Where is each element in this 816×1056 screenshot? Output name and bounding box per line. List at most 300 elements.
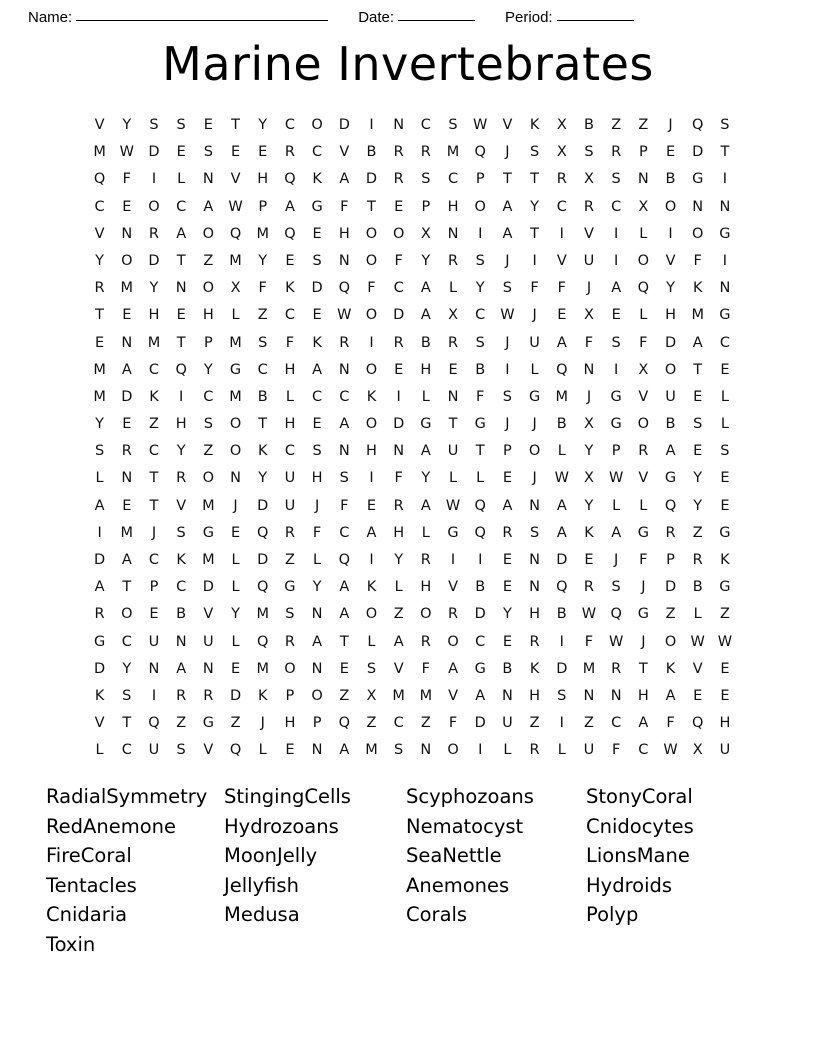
grid-cell[interactable]: R (203, 687, 214, 704)
grid-cell[interactable]: S (475, 252, 485, 269)
grid-cell[interactable]: A (284, 198, 295, 215)
grid-cell[interactable]: Z (203, 252, 214, 269)
grid-cell[interactable]: F (367, 280, 376, 297)
grid-cell[interactable]: Y (231, 606, 240, 623)
grid-cell[interactable]: S (312, 443, 322, 460)
grid-cell[interactable]: Z (366, 715, 377, 732)
grid-cell[interactable]: N (121, 225, 133, 242)
grid-cell[interactable]: T (530, 171, 540, 188)
grid-cell[interactable]: L (231, 307, 240, 324)
grid-cell[interactable]: I (478, 552, 483, 568)
grid-cell[interactable]: H (665, 307, 676, 324)
grid-cell[interactable]: R (420, 552, 431, 568)
grid-cell[interactable]: X (584, 416, 594, 433)
grid-cell[interactable]: L (231, 633, 240, 650)
grid-cell[interactable]: M (93, 144, 106, 161)
grid-cell[interactable]: F (340, 198, 349, 215)
grid-cell[interactable]: M (446, 144, 460, 161)
grid-cell[interactable]: J (586, 280, 592, 297)
grid-cell[interactable]: C (121, 742, 132, 759)
grid-cell[interactable]: F (693, 252, 702, 269)
grid-cell[interactable]: S (176, 524, 186, 541)
grid-cell[interactable]: S (203, 416, 213, 433)
grid-cell[interactable]: S (502, 388, 513, 405)
grid-cell[interactable]: Q (474, 144, 486, 161)
grid-cell[interactable]: A (665, 687, 676, 704)
grid-cell[interactable]: H (529, 687, 541, 704)
grid-cell[interactable]: D (664, 579, 677, 596)
grid-cell[interactable]: L (720, 416, 729, 433)
word-list-item[interactable]: Nematocyst (406, 814, 524, 838)
grid-cell[interactable]: S (529, 144, 540, 161)
grid-cell[interactable]: E (584, 552, 594, 568)
grid-cell[interactable]: A (611, 280, 622, 297)
grid-cell[interactable]: C (284, 307, 295, 324)
grid-cell[interactable]: C (176, 579, 187, 596)
word-list-item[interactable]: StingingCells (224, 785, 351, 808)
grid-cell[interactable]: O (664, 198, 677, 215)
grid-cell[interactable]: T (367, 198, 376, 215)
grid-cell[interactable]: W (663, 742, 678, 759)
grid-cell[interactable]: Q (474, 497, 486, 514)
word-list-item[interactable]: Jellyfish (224, 873, 299, 897)
grid-cell[interactable]: Q (229, 225, 242, 242)
grid-cell[interactable]: G (93, 633, 106, 650)
grid-cell[interactable]: Z (257, 307, 268, 324)
grid-cell[interactable]: Q (229, 742, 242, 759)
grid-cell[interactable]: C (284, 443, 295, 460)
grid-cell[interactable]: T (339, 633, 349, 650)
grid-cell[interactable]: H (257, 171, 269, 188)
grid-cell[interactable]: E (693, 443, 703, 460)
grid-cell[interactable]: R (447, 252, 459, 269)
grid-cell[interactable]: S (611, 171, 621, 188)
grid-cell[interactable]: E (720, 687, 730, 704)
grid-cell[interactable]: E (448, 361, 458, 378)
grid-cell[interactable]: E (665, 144, 676, 161)
grid-cell[interactable]: L (503, 742, 512, 759)
grid-cell[interactable]: B (556, 416, 567, 433)
grid-cell[interactable]: O (474, 198, 486, 215)
grid-cell[interactable]: U (203, 633, 214, 650)
grid-cell[interactable]: G (528, 388, 541, 405)
grid-cell[interactable]: Q (148, 715, 160, 732)
word-list-item[interactable]: Cnidaria (46, 903, 128, 927)
grid-cell[interactable]: A (203, 198, 214, 215)
grid-cell[interactable]: C (393, 715, 404, 732)
grid-cell[interactable]: G (610, 388, 622, 405)
grid-cell[interactable]: Z (203, 443, 214, 460)
grid-cell[interactable]: Q (664, 497, 677, 514)
grid-cell[interactable]: A (339, 579, 350, 596)
grid-cell[interactable]: L (720, 388, 729, 405)
grid-cell[interactable]: H (529, 606, 541, 623)
grid-cell[interactable]: P (421, 198, 431, 215)
grid-cell[interactable]: S (720, 443, 730, 460)
grid-cell[interactable]: T (176, 334, 186, 351)
grid-cell[interactable]: J (532, 470, 537, 487)
grid-cell[interactable]: R (583, 579, 594, 596)
grid-cell[interactable]: E (312, 307, 322, 324)
grid-cell[interactable]: C (94, 198, 105, 215)
grid-cell[interactable]: E (312, 225, 322, 242)
grid-cell[interactable]: K (529, 660, 540, 677)
grid-cell[interactable]: C (284, 117, 295, 133)
grid-cell[interactable]: A (502, 198, 513, 215)
grid-cell[interactable]: S (149, 117, 159, 133)
grid-cell[interactable]: W (337, 307, 352, 324)
grid-cell[interactable]: T (530, 225, 540, 242)
grid-cell[interactable]: T (122, 715, 132, 732)
grid-cell[interactable]: O (202, 470, 215, 487)
grid-cell[interactable]: S (285, 606, 295, 623)
grid-cell[interactable]: R (393, 334, 404, 351)
grid-cell[interactable]: E (339, 660, 349, 677)
grid-cell[interactable]: Q (257, 633, 269, 650)
grid-cell[interactable]: T (475, 443, 485, 460)
grid-cell[interactable]: N (121, 334, 133, 351)
grid-cell[interactable]: M (229, 252, 242, 269)
grid-cell[interactable]: Y (693, 470, 703, 487)
grid-cell[interactable]: O (365, 307, 378, 324)
grid-cell[interactable]: Z (584, 715, 594, 732)
grid-cell[interactable]: V (94, 225, 105, 242)
grid-cell[interactable]: C (420, 117, 431, 133)
grid-cell[interactable]: J (668, 117, 673, 133)
grid-cell[interactable]: P (285, 687, 295, 704)
grid-cell[interactable]: I (532, 252, 537, 269)
grid-cell[interactable]: J (314, 497, 320, 514)
grid-cell[interactable]: B (475, 361, 486, 378)
grid-cell[interactable]: D (257, 497, 269, 514)
grid-cell[interactable]: N (148, 660, 160, 677)
grid-cell[interactable]: L (367, 633, 376, 650)
grid-cell[interactable]: F (122, 171, 131, 188)
grid-cell[interactable]: H (148, 307, 160, 324)
grid-cell[interactable]: N (393, 117, 405, 133)
grid-cell[interactable]: E (285, 252, 295, 269)
grid-cell[interactable]: A (94, 497, 105, 514)
grid-cell[interactable]: V (556, 252, 567, 269)
grid-cell[interactable]: O (365, 252, 378, 269)
grid-cell[interactable]: Y (122, 660, 132, 677)
grid-cell[interactable]: Z (176, 715, 187, 732)
grid-cell[interactable]: J (260, 715, 265, 732)
grid-cell[interactable]: M (256, 660, 269, 677)
grid-cell[interactable]: A (502, 497, 513, 514)
grid-cell[interactable]: U (502, 715, 513, 732)
grid-cell[interactable]: L (313, 552, 322, 568)
grid-cell[interactable]: B (366, 144, 377, 161)
grid-cell[interactable]: E (230, 524, 241, 541)
grid-cell[interactable]: R (94, 280, 105, 297)
grid-cell[interactable]: Z (611, 117, 622, 133)
grid-cell[interactable]: E (557, 307, 567, 324)
grid-cell[interactable]: A (502, 225, 513, 242)
grid-cell[interactable]: L (421, 524, 430, 541)
name-write-line[interactable] (76, 20, 328, 21)
grid-cell[interactable]: A (393, 633, 404, 650)
grid-cell[interactable]: Z (420, 715, 431, 732)
grid-cell[interactable]: L (95, 742, 104, 759)
grid-cell[interactable]: S (720, 117, 730, 133)
grid-cell[interactable]: N (637, 171, 649, 188)
grid-cell[interactable]: Y (421, 252, 431, 269)
grid-cell[interactable]: A (339, 606, 350, 623)
grid-cell[interactable]: S (122, 687, 132, 704)
grid-cell[interactable]: C (257, 361, 268, 378)
grid-cell[interactable]: G (202, 524, 214, 541)
grid-cell[interactable]: A (312, 361, 323, 378)
grid-cell[interactable]: Y (312, 579, 322, 596)
grid-cell[interactable]: U (529, 334, 540, 351)
grid-cell[interactable]: A (420, 280, 431, 297)
grid-cell[interactable]: D (202, 579, 214, 596)
grid-cell[interactable]: X (556, 117, 567, 133)
grid-cell[interactable]: Q (338, 715, 350, 732)
grid-cell[interactable]: X (638, 198, 649, 215)
grid-cell[interactable]: U (447, 443, 459, 460)
grid-cell[interactable]: D (148, 144, 160, 161)
grid-cell[interactable]: Y (258, 117, 268, 133)
grid-cell[interactable]: R (94, 606, 105, 623)
grid-cell[interactable]: X (584, 171, 594, 188)
grid-cell[interactable]: E (122, 416, 132, 433)
grid-cell[interactable]: E (285, 742, 295, 759)
grid-cell[interactable]: A (121, 361, 132, 378)
grid-cell[interactable]: N (338, 361, 350, 378)
grid-cell[interactable]: D (94, 552, 106, 568)
grid-cell[interactable]: L (394, 579, 403, 596)
grid-cell[interactable]: G (474, 416, 486, 433)
grid-cell[interactable]: U (583, 742, 595, 759)
grid-cell[interactable]: O (229, 443, 242, 460)
grid-cell[interactable]: X (366, 687, 377, 704)
word-list-item[interactable]: Anemones (406, 873, 510, 897)
grid-cell[interactable]: Q (556, 579, 568, 596)
grid-cell[interactable]: S (203, 144, 213, 161)
grid-cell[interactable]: N (311, 606, 323, 623)
grid-cell[interactable]: L (530, 361, 539, 378)
grid-cell[interactable]: B (665, 171, 676, 188)
grid-cell[interactable]: Y (176, 443, 186, 460)
grid-cell[interactable]: N (610, 687, 622, 704)
grid-cell[interactable]: Y (421, 470, 431, 487)
grid-cell[interactable]: Q (692, 715, 704, 732)
grid-cell[interactable]: Y (258, 470, 268, 487)
grid-cell[interactable]: K (584, 524, 594, 541)
grid-cell[interactable]: N (311, 660, 323, 677)
grid-cell[interactable]: I (614, 361, 619, 378)
grid-cell[interactable]: I (505, 361, 510, 378)
grid-cell[interactable]: K (176, 552, 186, 568)
grid-cell[interactable]: M (229, 334, 242, 351)
grid-cell[interactable]: J (586, 388, 592, 405)
grid-cell[interactable]: B (502, 660, 513, 677)
grid-cell[interactable]: T (122, 579, 132, 596)
grid-cell[interactable]: N (420, 742, 432, 759)
grid-cell[interactable]: O (121, 606, 133, 623)
grid-cell[interactable]: X (420, 225, 431, 242)
grid-cell[interactable]: G (719, 579, 731, 596)
grid-cell[interactable]: M (202, 552, 215, 568)
grid-cell[interactable]: H (719, 715, 731, 732)
grid-cell[interactable]: A (665, 443, 676, 460)
grid-cell[interactable]: A (420, 497, 431, 514)
grid-cell[interactable]: R (393, 171, 404, 188)
grid-cell[interactable]: S (529, 524, 540, 541)
grid-cell[interactable]: E (230, 144, 241, 161)
grid-cell[interactable]: D (311, 280, 323, 297)
grid-cell[interactable]: N (175, 633, 187, 650)
grid-cell[interactable]: X (584, 307, 594, 324)
grid-cell[interactable]: N (175, 280, 187, 297)
grid-cell[interactable]: R (638, 443, 649, 460)
grid-cell[interactable]: V (584, 225, 594, 242)
grid-cell[interactable]: R (447, 334, 459, 351)
grid-cell[interactable]: L (421, 388, 430, 405)
grid-cell[interactable]: Z (284, 552, 295, 568)
grid-cell[interactable]: C (203, 388, 214, 405)
grid-cell[interactable]: Q (338, 552, 350, 568)
grid-cell[interactable]: W (717, 633, 733, 650)
grid-cell[interactable]: C (447, 171, 459, 188)
grid-cell[interactable]: N (501, 687, 513, 704)
grid-cell[interactable]: N (583, 361, 595, 378)
word-list-item[interactable]: Medusa (224, 903, 300, 927)
grid-cell[interactable]: K (366, 388, 377, 405)
grid-cell[interactable]: O (392, 225, 405, 242)
grid-cell[interactable]: T (149, 470, 159, 487)
grid-cell[interactable]: E (366, 497, 377, 514)
grid-cell[interactable]: G (311, 198, 323, 215)
grid-cell[interactable]: E (720, 470, 730, 487)
grid-cell[interactable]: Y (258, 252, 268, 269)
grid-cell[interactable]: A (121, 552, 132, 568)
grid-cell[interactable]: A (420, 307, 431, 324)
grid-cell[interactable]: D (257, 552, 269, 568)
grid-cell[interactable]: M (419, 687, 433, 704)
grid-cell[interactable]: V (692, 660, 703, 677)
grid-cell[interactable]: F (340, 497, 349, 514)
grid-cell[interactable]: I (396, 388, 401, 405)
grid-cell[interactable]: N (529, 552, 541, 568)
grid-cell[interactable]: T (149, 497, 159, 514)
grid-cell[interactable]: F (530, 280, 539, 297)
grid-cell[interactable]: Y (584, 497, 594, 514)
grid-cell[interactable]: H (366, 443, 377, 460)
grid-cell[interactable]: P (666, 552, 675, 568)
grid-cell[interactable]: K (366, 579, 377, 596)
grid-cell[interactable]: O (664, 633, 677, 650)
grid-cell[interactable]: J (641, 633, 646, 650)
grid-cell[interactable]: B (420, 334, 431, 351)
grid-cell[interactable]: E (502, 579, 512, 596)
grid-cell[interactable]: N (719, 280, 731, 297)
grid-cell[interactable]: D (692, 144, 704, 161)
grid-cell[interactable]: L (476, 470, 485, 487)
grid-cell[interactable]: Q (175, 361, 187, 378)
grid-cell[interactable]: N (529, 497, 541, 514)
grid-cell[interactable]: R (393, 497, 404, 514)
grid-cell[interactable]: P (258, 198, 268, 215)
grid-cell[interactable]: S (339, 470, 349, 487)
grid-cell[interactable]: M (256, 606, 269, 623)
grid-cell[interactable]: A (366, 524, 377, 541)
grid-cell[interactable]: Z (339, 687, 350, 704)
grid-cell[interactable]: I (97, 524, 102, 541)
grid-cell[interactable]: L (612, 497, 621, 514)
grid-cell[interactable]: H (420, 579, 432, 596)
grid-cell[interactable]: R (692, 552, 703, 568)
grid-cell[interactable]: U (148, 742, 160, 759)
grid-cell[interactable]: P (475, 171, 485, 188)
grid-cell[interactable]: Y (666, 280, 675, 297)
grid-cell[interactable]: Q (610, 606, 622, 623)
grid-cell[interactable]: M (365, 742, 378, 759)
grid-cell[interactable]: J (233, 497, 238, 514)
grid-cell[interactable]: D (121, 388, 133, 405)
grid-cell[interactable]: F (639, 552, 648, 568)
grid-cell[interactable]: Q (284, 225, 296, 242)
grid-cell[interactable]: E (693, 687, 703, 704)
grid-cell[interactable]: T (448, 416, 458, 433)
grid-cell[interactable]: B (176, 606, 187, 623)
grid-cell[interactable]: Z (665, 606, 676, 623)
grid-cell[interactable]: Y (584, 443, 594, 460)
grid-cell[interactable]: J (614, 552, 619, 568)
grid-cell[interactable]: O (311, 117, 323, 133)
word-list-item[interactable]: Scyphozoans (406, 785, 534, 808)
grid-cell[interactable]: R (284, 524, 295, 541)
grid-cell[interactable]: I (614, 225, 619, 242)
grid-cell[interactable]: E (312, 416, 322, 433)
grid-cell[interactable]: G (447, 524, 459, 541)
grid-cell[interactable]: K (312, 334, 322, 351)
grid-cell[interactable]: T (720, 144, 730, 161)
grid-cell[interactable]: H (393, 524, 405, 541)
grid-cell[interactable]: O (202, 225, 215, 242)
grid-cell[interactable]: E (149, 606, 159, 623)
grid-cell[interactable]: W (473, 117, 488, 133)
grid-cell[interactable]: R (339, 334, 350, 351)
grid-cell[interactable]: B (665, 416, 676, 433)
grid-cell[interactable]: E (95, 334, 105, 351)
grid-cell[interactable]: N (311, 742, 323, 759)
grid-cell[interactable]: C (176, 198, 187, 215)
word-list-item[interactable]: Polyp (586, 903, 639, 927)
grid-cell[interactable]: T (258, 416, 268, 433)
grid-cell[interactable]: C (148, 443, 160, 460)
grid-cell[interactable]: C (475, 633, 486, 650)
grid-cell[interactable]: W (690, 633, 705, 650)
grid-cell[interactable]: J (505, 252, 510, 269)
grid-cell[interactable]: O (284, 660, 296, 677)
grid-cell[interactable]: Q (93, 171, 106, 188)
grid-cell[interactable]: C (148, 361, 160, 378)
grid-cell[interactable]: D (338, 117, 350, 133)
grid-cell[interactable]: A (339, 416, 350, 433)
grid-cell[interactable]: C (312, 388, 323, 405)
grid-cell[interactable]: H (284, 416, 296, 433)
grid-cell[interactable]: F (448, 715, 458, 732)
grid-cell[interactable]: N (719, 198, 731, 215)
grid-cell[interactable]: F (421, 660, 431, 677)
grid-cell[interactable]: S (475, 334, 485, 351)
grid-cell[interactable]: P (638, 144, 648, 161)
grid-cell[interactable]: F (666, 715, 675, 732)
grid-cell[interactable]: A (176, 660, 187, 677)
